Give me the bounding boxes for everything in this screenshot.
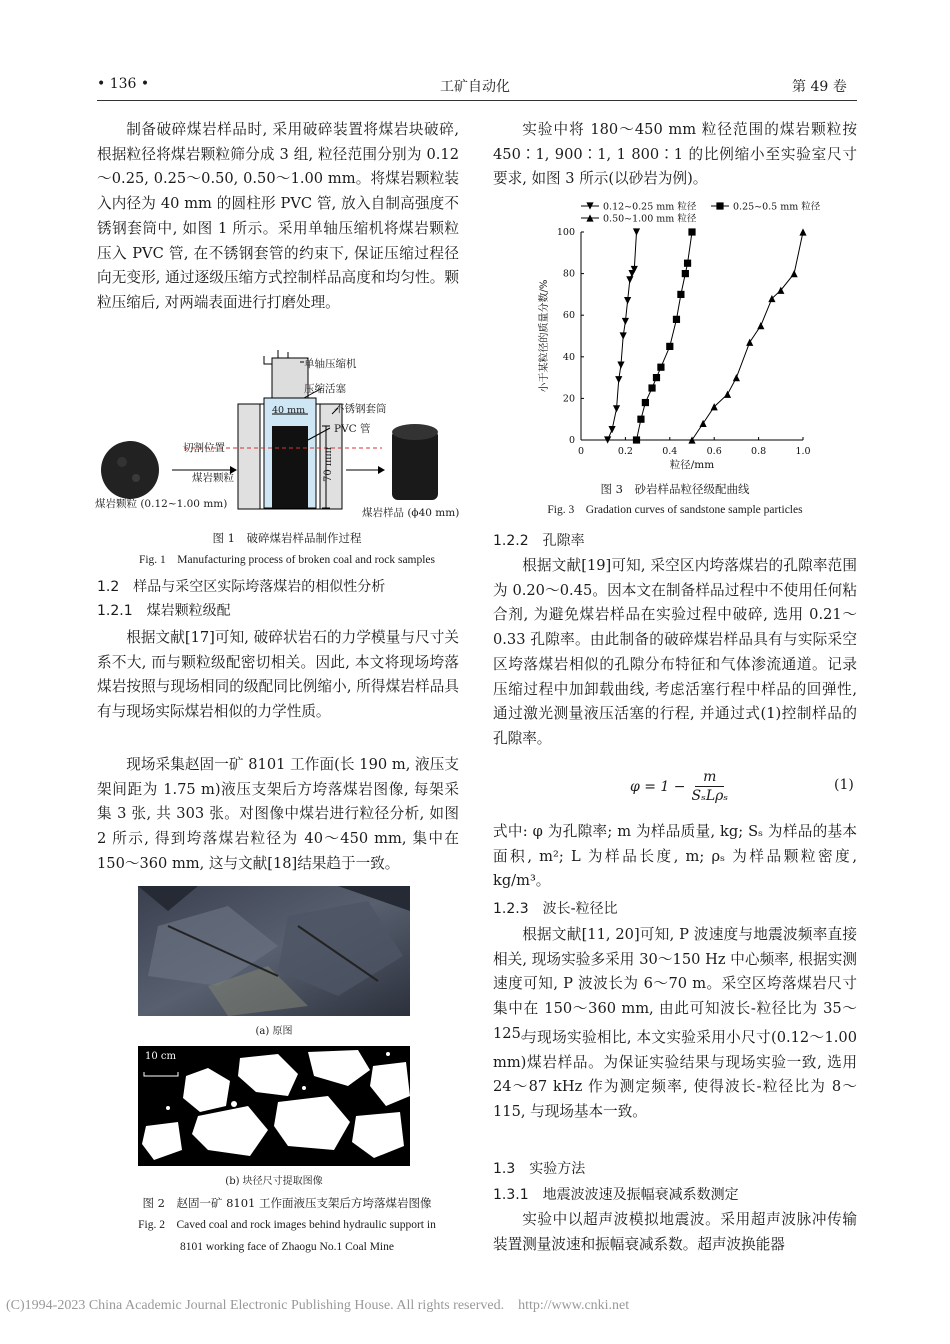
volume: 第 49 卷	[792, 79, 847, 95]
right-paragraph-4: 根据文献[11, 20]可知, P 波速度与地震波频率直接相关, 现场实验多采用 30～150 Hz 中心频率, 根据实测速度可知, P 波波长为 6～70 m。采空区垮落煤岩尺寸集中在 150～360 mm, 由此可知波长-粒径比为 35～125。	[493, 926, 857, 1042]
figure-2-caption-cn: 图 2 赵固一矿 8101 工作面液压支架后方垮落煤岩图像	[142, 1196, 432, 1210]
label-grain-sample: 煤岩颗粒 (0.12~1.00 mm)	[95, 498, 228, 510]
copyright-footer: (C)1994-2023 China Academic Journal Electronic Publishing House. All rights reserved. http://www.cnki.net	[6, 1298, 630, 1313]
section-1-2-1-heading: 1.2.1 煤岩颗粒级配	[97, 603, 231, 619]
figure-2a-label: (a) 原图	[255, 1026, 293, 1037]
figure-3-caption-en: Fig. 3 Gradation curves of sandstone sample particles	[547, 504, 803, 516]
label-inner-diameter: 40 mm	[272, 405, 306, 416]
series-1-point	[615, 376, 622, 383]
figure-3-caption-cn: 图 3 砂岩样品粒径级配曲线	[600, 482, 750, 496]
formula-tag: (1)	[834, 777, 854, 793]
series-3-point	[746, 339, 753, 346]
series-3-point	[724, 391, 731, 398]
x-tick-label: 0.2	[617, 446, 633, 457]
formula-lhs: φ = 1 −	[630, 778, 686, 795]
series-2-point	[682, 270, 689, 277]
coal-grain-ball	[101, 441, 159, 499]
series-2-point	[684, 260, 691, 267]
x-tick-label: 0	[577, 446, 585, 457]
figure-1-caption-en: Fig. 1 Manufacturing process of broken coal and rock samples	[138, 554, 436, 566]
series-3-point	[791, 270, 798, 277]
figure-2b-label: (b) 块径尺寸提取图像	[225, 1176, 323, 1187]
formula-denominator: SₛLρₛ	[691, 788, 729, 804]
x-tick-label: 0.6	[706, 446, 722, 457]
formula-1	[630, 768, 728, 805]
figure-2-caption-en-line-1: Fig. 2 Caved coal and rock images behind hydraulic support in	[138, 1219, 436, 1231]
figure-2a-photo	[138, 886, 410, 1016]
series-2-point	[653, 374, 660, 381]
series-3-point	[700, 420, 707, 427]
series-1-point	[617, 362, 624, 369]
y-tick-label: 40	[562, 351, 575, 363]
page-number: • 136 •	[97, 76, 150, 92]
scale-bar-label: 10 cm	[145, 1051, 176, 1062]
label-pvc: PVC 管	[334, 423, 371, 435]
series-2-point	[677, 291, 684, 298]
y-tick-label: 0	[568, 435, 575, 446]
label-height: 70 mm	[323, 447, 334, 482]
series-2-point	[637, 416, 644, 423]
section-1-3-1-heading: 1.3.1 地震波波速及振幅衰减系数测定	[493, 1187, 739, 1203]
label-press: 单轴压缩机	[304, 358, 357, 370]
formula-numerator: m	[695, 768, 724, 787]
coal-sample-cylinder	[392, 430, 438, 500]
section-1-2-2-heading: 1.2.2 孔隙率	[493, 533, 585, 549]
figure-2-caption-en-line-2: 8101 working face of Zhaogu No.1 Coal Mine	[180, 1241, 394, 1253]
legend-marker-2	[716, 202, 723, 209]
y-axis-label: 小于某粒径的质量分数/%	[539, 279, 550, 393]
series-2-point	[666, 343, 673, 350]
series-line-3	[692, 232, 803, 440]
label-sleeve: 不锈钢套筒	[334, 403, 387, 415]
series-3-point	[733, 374, 740, 381]
coal-grains-column	[272, 426, 308, 508]
series-2-point	[648, 384, 655, 391]
label-coal-grains: 煤岩颗粒	[192, 472, 234, 484]
label-piston: 压缩活塞	[304, 383, 346, 395]
legend-label-3: 0.50~1.00 mm 粒径	[603, 213, 697, 225]
figure-1-caption-cn: 图 1 破碎煤岩样品制作过程	[212, 531, 362, 545]
header-rule	[97, 100, 857, 101]
right-paragraph-1: 实验中将 180～450 mm 粒径范围的煤岩颗粒按 450∶1, 900∶1, 1 800∶1 的比例缩小至实验室尺寸要求, 如图 3 所示(以砂岩为例)。	[493, 121, 857, 188]
x-tick-label: 0.8	[751, 446, 767, 457]
y-tick-label: 80	[562, 268, 575, 280]
right-paragraph-3: 式中: φ 为孔隙率; m 为样品质量, kg; Sₛ 为样品的基本面积, m²; L 为样品长度, m; ρₛ 为样品颗粒密度, kg/m³。	[493, 823, 857, 890]
label-coal-sample: 煤岩样品 (ϕ40 mm)	[362, 507, 460, 519]
series-1-point	[626, 276, 633, 283]
series-1-point	[633, 228, 640, 235]
series-1-point	[608, 426, 615, 433]
right-paragraph-5: 与现场实验相比, 本文实验采用小尺寸(0.12～1.00 mm)煤岩样品。为保证实验结果与现场实验一致, 选用 24～87 kHz 作为测定频率, 使得波长-粒径比为 8～115, 与现场基本一致。	[493, 1029, 857, 1121]
section-1-3-heading: 1.3 实验方法	[493, 1161, 586, 1177]
left-paragraph-3: 现场采集赵固一矿 8101 工作面(长 190 m, 液压支架间距为 1.75 m)液压支架后方垮落煤岩图像, 每架采集 3 张, 共 303 张。对图像中煤岩进行粒径分析, 如图 2 所示, 得到垮落煤岩粒径为 40～450 mm, 集中在 150～360 mm, 这与文献[18]结果趋于一致。	[97, 756, 459, 872]
series-2-point	[657, 364, 664, 371]
left-paragraph-1: 制备破碎煤岩样品时, 采用破碎装置将煤岩块破碎, 根据粒径将煤岩颗粒筛分成 3 组, 粒径范围分别为 0.12～0.25, 0.25～0.50, 0.50～1.00 mm。将煤岩颗粒装入内径为 40 mm 的圆柱形 PVC 管, 放入自制高强度不锈钢套筒中, 如图 1 所示。采用单轴压缩机将煤岩颗粒压入 PVC 管, 在不锈钢套管的约束下, 保证压缩过程径向无变形, 通过逐级压缩方式控制样品高度和均匀性。颗粒压缩后, 对两端表面进行打磨处理。	[97, 121, 459, 311]
series-2-point	[688, 228, 695, 235]
legend-label-2: 0.25~0.5 mm 粒径	[733, 201, 821, 213]
series-1-point	[613, 405, 620, 412]
figure-3-chart	[493, 196, 857, 476]
journal-name: 工矿自动化	[440, 79, 510, 95]
section-1-2-heading: 1.2 样品与采空区实际垮落煤岩的相似性分析	[97, 579, 386, 595]
series-1-point	[622, 318, 629, 325]
legend-label-1: 0.12~0.25 mm 粒径	[603, 201, 697, 213]
series-1-point	[624, 297, 631, 304]
label-cut-position: 切割位置	[183, 442, 225, 454]
series-3-point	[799, 228, 806, 235]
series-3-point	[757, 322, 764, 329]
x-tick-label: 0.4	[662, 446, 678, 457]
x-tick-label: 1.0	[795, 446, 811, 457]
y-tick-label: 100	[556, 227, 575, 238]
series-line-2	[637, 232, 693, 440]
right-paragraph-6: 实验中以超声波模拟地震波。采用超声波脉冲传输装置测量波速和振幅衰减系数。超声波换能器	[493, 1211, 857, 1253]
series-1-point	[620, 332, 627, 339]
right-paragraph-2: 根据文献[19]可知, 采空区内垮落煤岩的孔隙率范围为 0.20～0.45。因本文在制备样品过程中不使用任何粘合剂, 为避免煤岩样品在实验过程中破碎, 选用 0.21～0.33 孔隙率。由此制备的破碎煤岩样品具有与实际采空区垮落煤岩相似的孔隙分布特征和气体渗流通道。记录压缩过程中加卸载曲线, 考虑活塞行程中样品的回弹性, 通过激光测量液压活塞的行程, 并通过式(1)控制样品的孔隙率。	[493, 557, 857, 747]
section-1-2-3-heading: 1.2.3 波长-粒径比	[493, 901, 618, 917]
y-tick-label: 20	[562, 393, 575, 405]
series-2-point	[673, 316, 680, 323]
y-tick-label: 60	[562, 310, 575, 322]
series-2-point	[633, 436, 640, 443]
left-paragraph-2: 根据文献[17]可知, 破碎状岩石的力学模量与尺寸关系不大, 而与颗粒级配密切相关。因此, 本文将现场垮落煤岩按照与现场相同的级配同比例缩小, 所得煤岩样品具有与现场实际煤岩相似的力学性质。	[97, 629, 459, 721]
x-axis-label: 粒径/mm	[669, 459, 715, 471]
series-2-point	[642, 399, 649, 406]
figure-2b-binary	[138, 1046, 410, 1166]
